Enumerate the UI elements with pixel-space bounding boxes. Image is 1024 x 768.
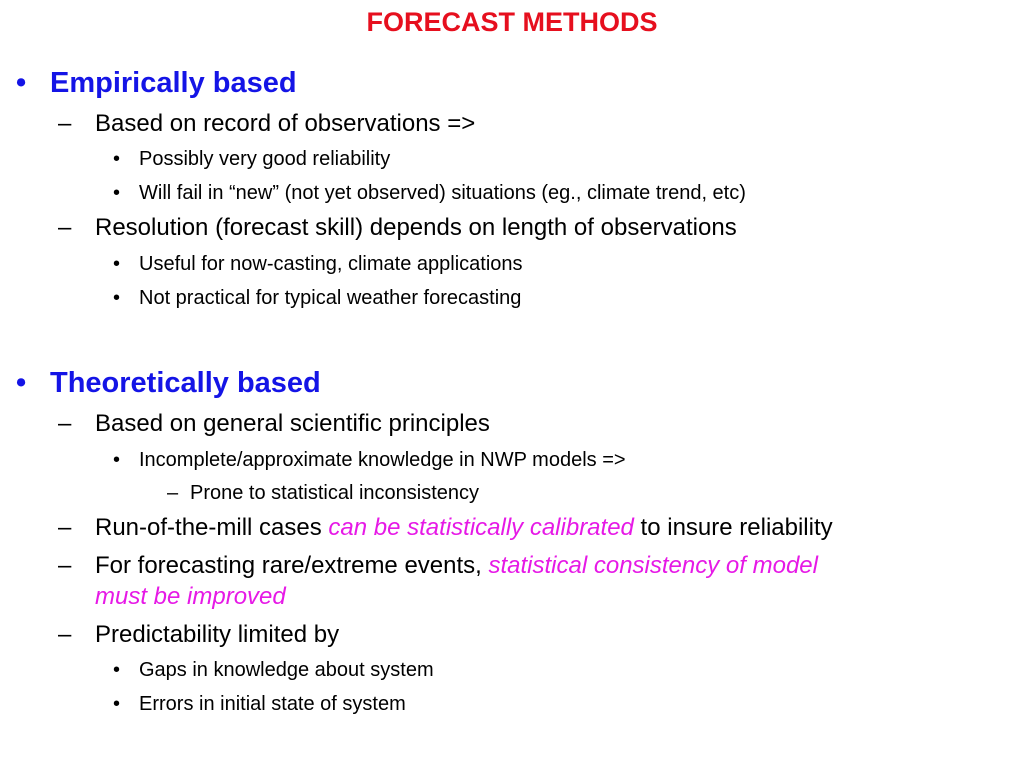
theoretical-sub-nwp: Incomplete/approximate knowledge in NWP models => <box>139 449 626 471</box>
dash-marker: – <box>167 482 179 504</box>
empirical-sub-not-practical: Not practical for typical weather forecasting <box>139 287 522 309</box>
empirical-sub-nowcasting: Useful for now-casting, climate applications <box>139 253 523 275</box>
calibrated-highlight: can be statistically calibrated <box>328 514 634 541</box>
empirical-item-observations: Based on record of observations => <box>95 110 476 137</box>
theoretical-subsub-inconsistency: Prone to statistical inconsistency <box>190 482 480 504</box>
slide-title: FORECAST METHODS <box>366 7 658 37</box>
empirical-sub-reliability: Possibly very good reliability <box>139 148 391 170</box>
dash-marker: – <box>58 214 72 241</box>
empirical-item-resolution: Resolution (forecast skill) depends on length of observations <box>95 214 737 241</box>
empirical-sub-fail: Will fail in “new” (not yet observed) situations (eg., climate trend, etc) <box>139 182 746 204</box>
rare-events-highlight-line1: statistical consistency of model <box>488 552 818 579</box>
dash-marker: – <box>58 552 72 579</box>
section-theoretical-heading: Theoretically based <box>50 367 321 399</box>
theoretical-sub-errors: Errors in initial state of system <box>139 693 406 715</box>
bullet-marker: • <box>113 659 121 681</box>
bullet-marker: • <box>113 148 121 170</box>
bullet-marker: • <box>113 182 121 204</box>
rare-events-highlight-line2: must be improved <box>95 583 286 610</box>
dash-marker: – <box>58 621 72 648</box>
bullet-marker: • <box>113 693 121 715</box>
theoretical-item-calibrated <box>95 513 833 543</box>
dash-marker: – <box>58 410 72 437</box>
bullet-marker: • <box>113 253 121 275</box>
rare-events-text-before: For forecasting rare/extreme events, <box>95 552 489 579</box>
dash-marker: – <box>58 514 72 541</box>
section-empirical-bullet: • <box>16 67 27 99</box>
calibrated-text-before: Run-of-the-mill cases <box>95 514 329 541</box>
calibrated-text-after: to insure reliability <box>633 514 833 541</box>
section-empirical-heading: Empirically based <box>50 67 297 99</box>
theoretical-sub-gaps: Gaps in knowledge about system <box>139 659 434 681</box>
bullet-marker: • <box>113 449 121 471</box>
theoretical-item-predictability: Predictability limited by <box>95 621 340 648</box>
theoretical-item-principles: Based on general scientific principles <box>95 410 490 437</box>
dash-marker: – <box>58 110 72 137</box>
bullet-marker: • <box>113 287 121 309</box>
theoretical-item-rare-events <box>95 551 818 581</box>
section-theoretical-bullet: • <box>16 367 27 399</box>
